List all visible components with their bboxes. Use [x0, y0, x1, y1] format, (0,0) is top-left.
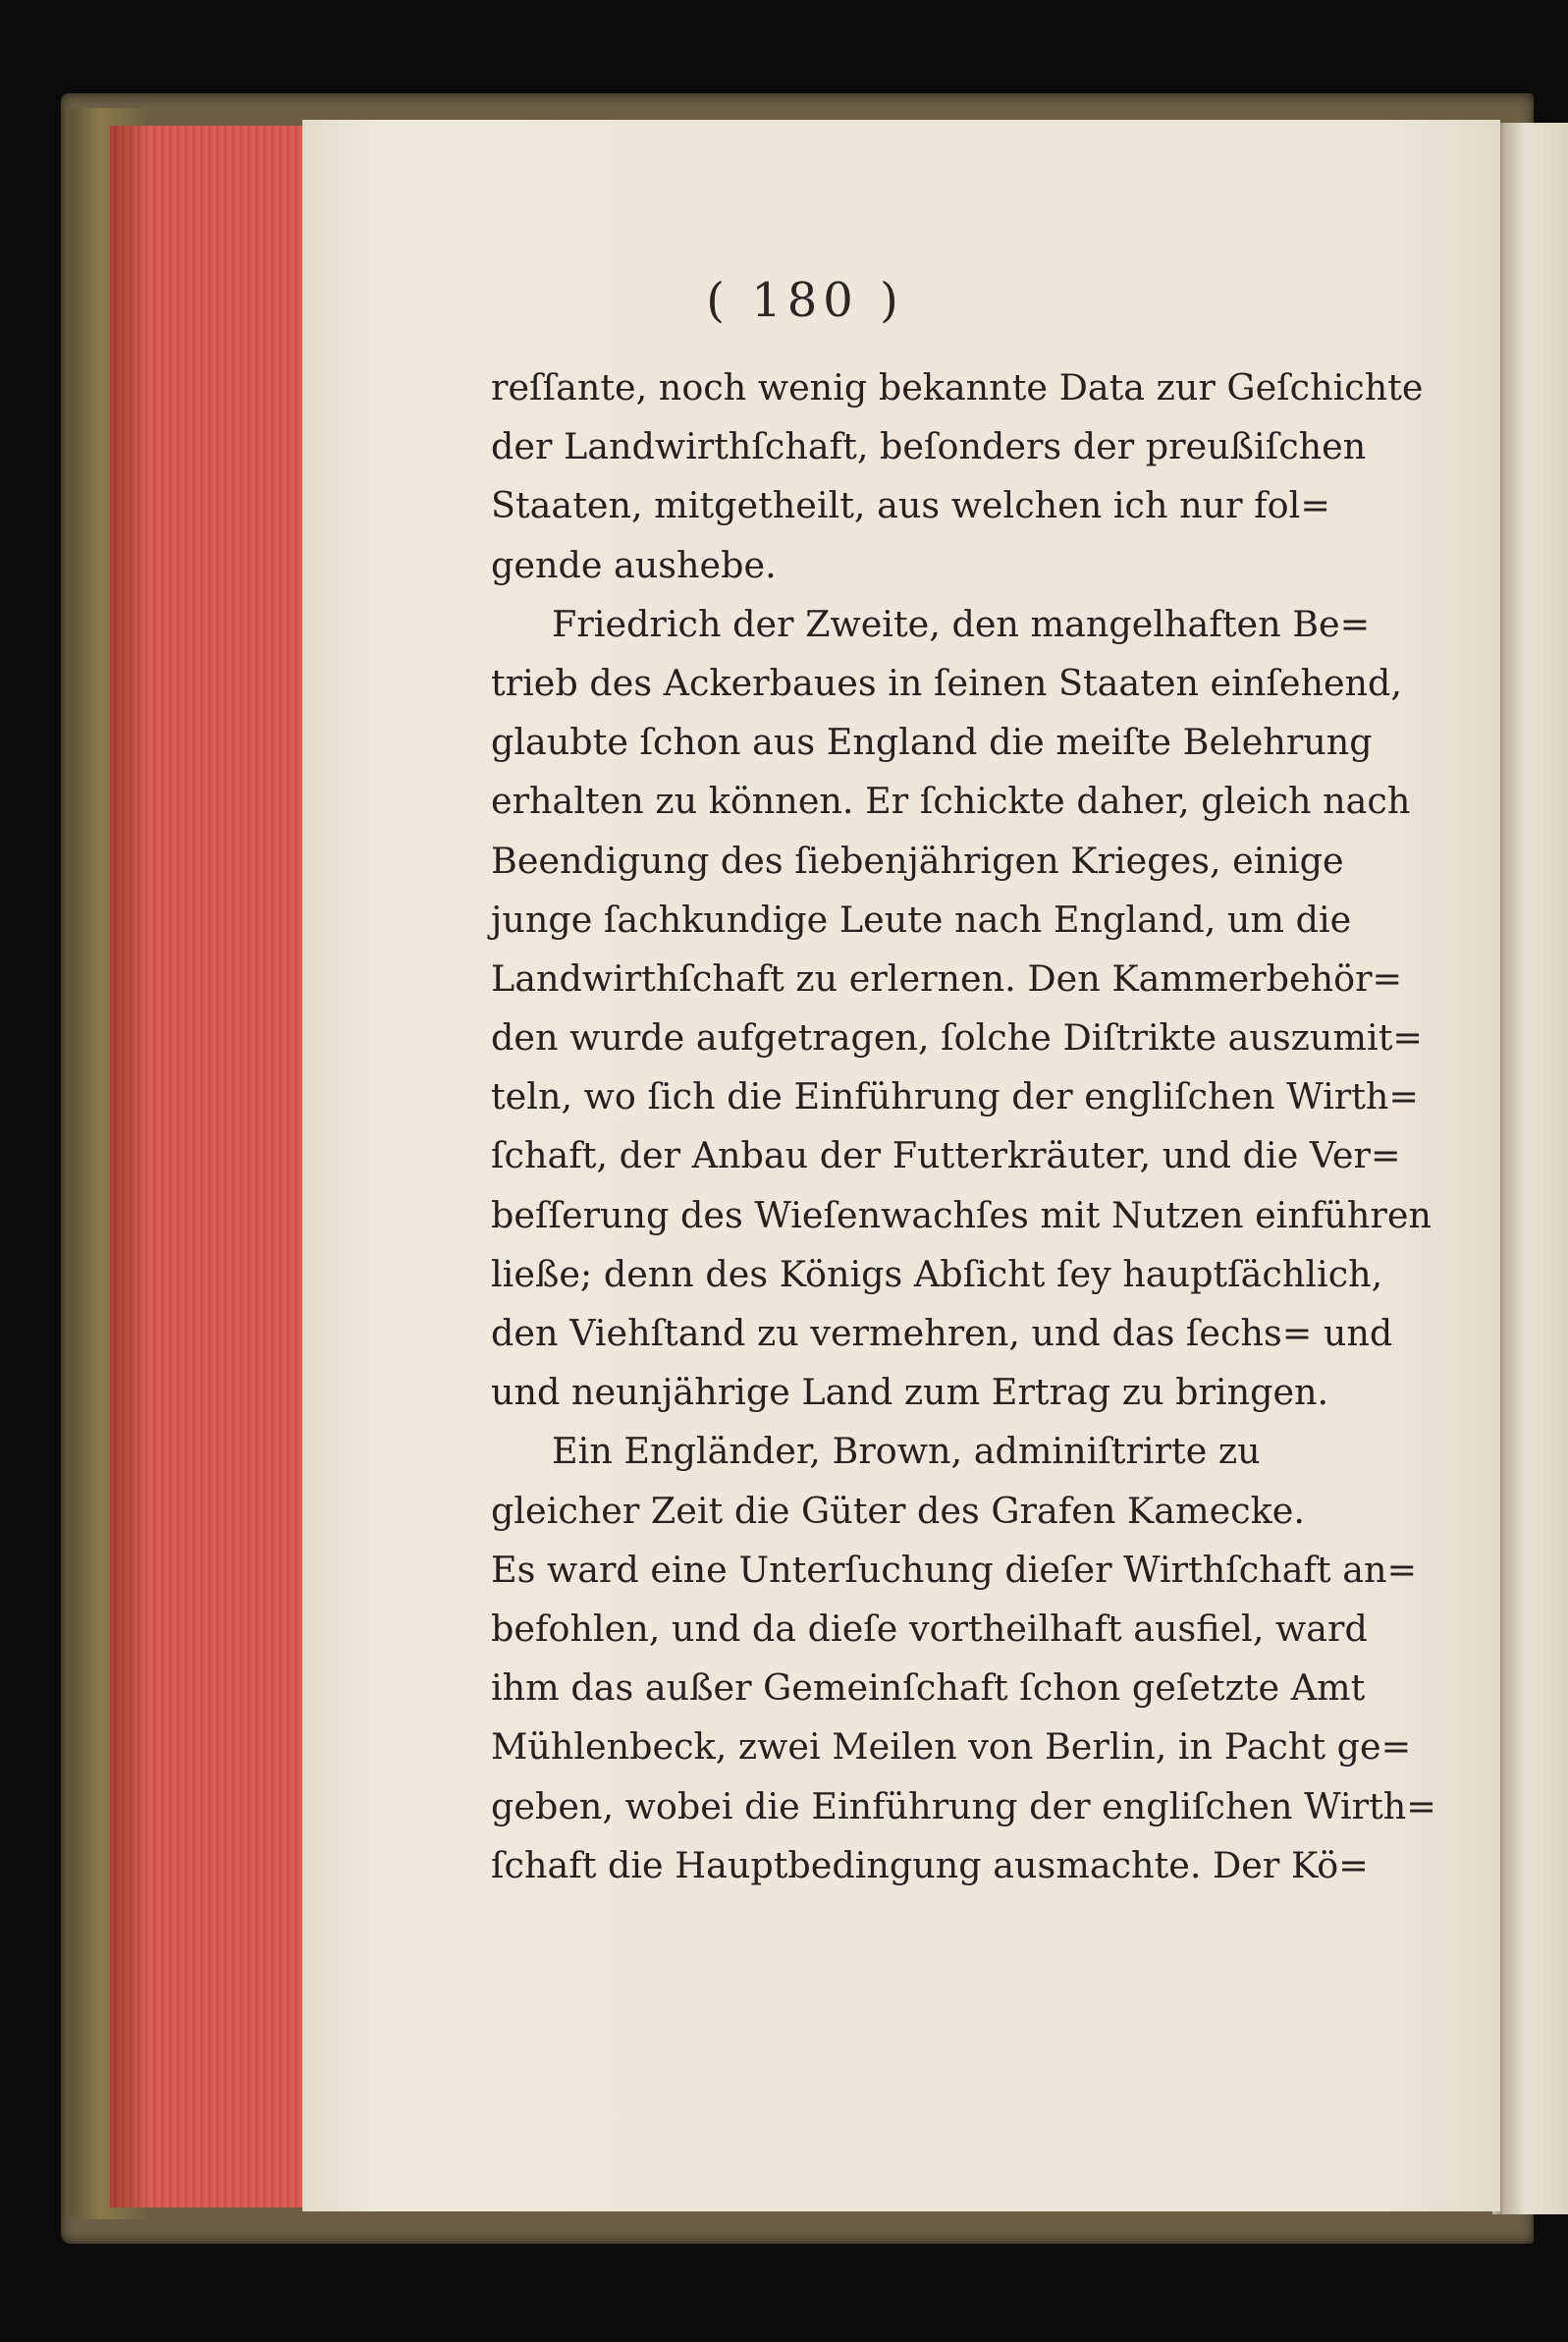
text-line: ihm das außer Gemeinſchaft ſchon geſetzte Amt — [491, 1666, 1366, 1710]
text-line: trieb des Ackerbaues in ſeinen Staaten einſehend, — [491, 661, 1403, 704]
text-line: Es ward eine Unterſuchung dieſer Wirthſchaft an= — [491, 1548, 1418, 1591]
text-line: Friedrich der Zweite, den mangelhaften Be= — [552, 602, 1371, 645]
page-text — [491, 358, 1436, 1895]
text-line: Ein Engländer, Brown, adminiſtrirte zu — [552, 1430, 1261, 1473]
text-line: befohlen, und da dieſe vortheilhaft ausfiel, ward — [491, 1607, 1368, 1650]
text-line: geben, wobei die Einführung der engliſchen Wirth= — [491, 1784, 1436, 1827]
text-line: der Landwirthſchaft, beſonders der preußiſchen — [491, 425, 1367, 468]
text-line: Landwirthſchaft zu erlernen. Den Kammerbehör= — [491, 956, 1403, 1000]
text-line: Mühlenbeck, zwei Meilen von Berlin, in Pacht ge= — [491, 1725, 1412, 1769]
text-line: erhalten zu können. Er ſchickte daher, gleich nach — [491, 780, 1411, 823]
text-line: glaubte ſchon aus England die meiſte Belehrung — [491, 721, 1373, 764]
text-line: beſſerung des Wieſenwachſes mit Nutzen einführen — [491, 1193, 1432, 1236]
text-line: und neunjährige Land zum Ertrag zu bringen. — [491, 1371, 1329, 1414]
text-line: junge ſachkundige Leute nach England, um die — [491, 898, 1352, 941]
text-line: ſchaft die Hauptbedingung ausmachte. Der Kö= — [491, 1843, 1369, 1886]
text-line: teln, wo ſich die Einführung der engliſchen Wirth= — [491, 1075, 1419, 1118]
text-line: ließe; denn des Königs Abſicht ſey hauptſächlich, — [491, 1252, 1383, 1295]
text-line: ſchaft, der Anbau der Futterkräuter, und die Ver= — [491, 1134, 1401, 1177]
page-edge-shadow — [110, 126, 149, 2207]
text-line: Staaten, mitgetheilt, aus welchen ich nur fol= — [491, 484, 1330, 527]
text-line: gleicher Zeit die Güter des Grafen Kamecke. — [491, 1489, 1305, 1532]
text-line: Beendigung des ſiebenjährigen Krieges, einige — [491, 839, 1344, 882]
text-line: den Viehſtand zu vermehren, und das ſechs= und — [491, 1312, 1393, 1354]
text-line: den wurde aufgetragen, ſolche Diſtrikte auszumit= — [491, 1016, 1423, 1060]
text-line: reſſante, noch wenig bekannte Data zur Geſchichte — [491, 366, 1424, 408]
text-line: gende aushebe. — [491, 543, 777, 586]
page-number: ( 180 ) — [706, 273, 904, 328]
facing-page — [1502, 123, 1568, 2214]
